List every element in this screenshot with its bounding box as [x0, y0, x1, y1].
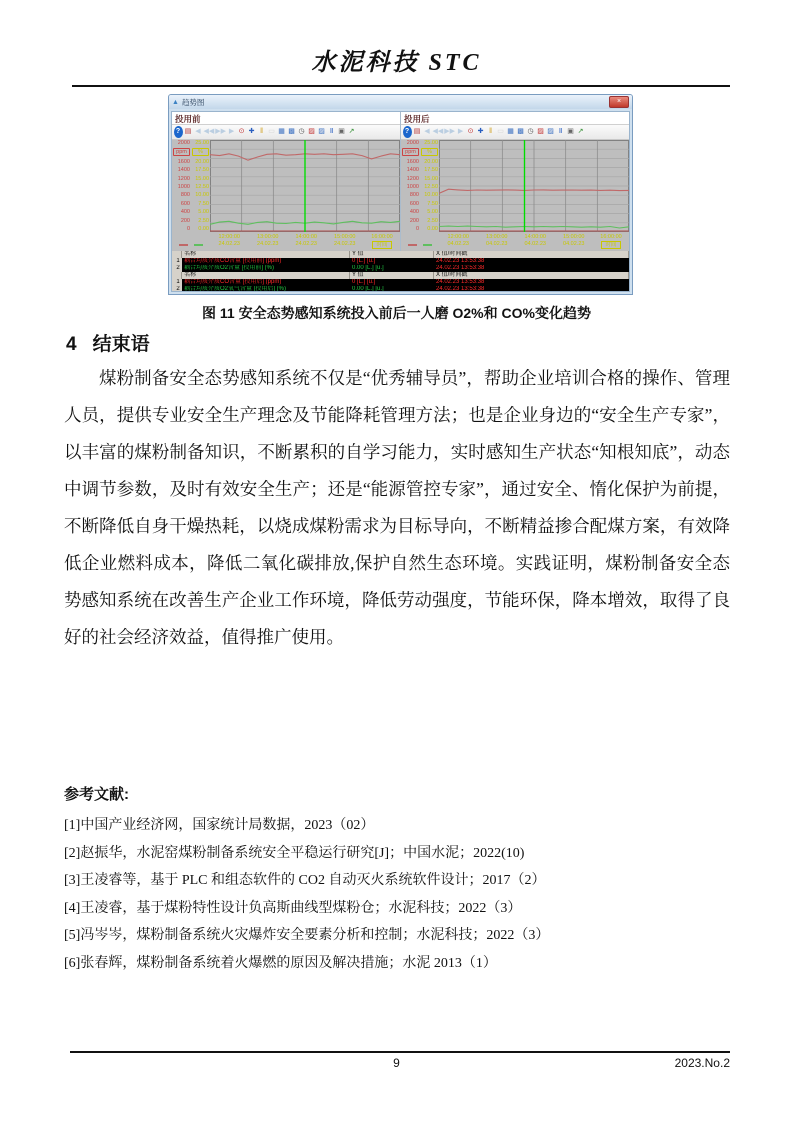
last-frame-icon[interactable]: ▶ — [228, 128, 235, 135]
select-icon[interactable]: ▭ — [497, 128, 504, 135]
y-axis-percent — [191, 140, 210, 232]
stats-red-icon[interactable]: ▨ — [537, 128, 544, 135]
percent-tick: 5.00 — [198, 209, 209, 216]
y-axes — [172, 140, 210, 232]
legend-header-row: 名称 Y 值 X 值/时间戳 — [172, 251, 629, 258]
ppm-tick: 400 — [409, 209, 419, 216]
help-icon[interactable]: ? — [174, 126, 183, 138]
pan-icon[interactable]: ✚ — [248, 128, 255, 135]
ppm-tick: 1400 — [406, 167, 419, 174]
reference-item: [6]张春辉，煤粉制备系统着火爆燃的原因及解决措施；水泥 2013（1） — [64, 955, 497, 971]
window-content — [171, 111, 630, 292]
reference-item: [4]王凌睿，基于煤粉特性设计负高斯曲线型煤粉仓；水泥科技；2022（3） — [64, 900, 522, 916]
percent-tick: 0.00 — [198, 225, 209, 232]
print-icon[interactable]: ▣ — [338, 128, 345, 135]
percent-tick: 25.00 — [195, 140, 209, 146]
journal-title: 水泥科技 STC — [311, 50, 482, 76]
time-range-button[interactable]: 时间 — [601, 241, 620, 250]
panel-title-before: 投用前 — [175, 114, 201, 124]
x-tick-label: 15:00:00 04.02.23 — [563, 234, 585, 247]
legend-row[interactable]: 2 耦合均质介质O2氧气含量 [投用后] (%) 0.00 [L.] [u.] 24.02.23 13:53:38 — [172, 286, 629, 292]
select-icon[interactable]: ▭ — [268, 128, 275, 135]
time-range-button[interactable]: 时间 — [372, 241, 391, 250]
x-axis-row — [401, 232, 629, 251]
legend-swatch-red — [179, 244, 188, 246]
ppm-tick: 200 — [180, 217, 190, 224]
ppm-tick: 1600 — [177, 158, 190, 165]
ppm-tick: 1600 — [406, 158, 419, 165]
x-tick-label: 13:00:00 24.02.23 — [257, 234, 279, 247]
percent-tick: 17.50 — [195, 167, 209, 174]
percent-tick: 12.50 — [424, 183, 438, 190]
reference-item: [1]中国产业经济网，国家统计局数据，2023（02） — [64, 818, 375, 833]
references-section — [64, 783, 730, 977]
report-icon[interactable]: ▤ — [413, 128, 421, 135]
trend-plot-svg — [210, 140, 400, 232]
y-axis-ppm — [401, 140, 420, 232]
ppm-tick: 800 — [409, 192, 419, 199]
rewind-icon[interactable]: ◀◀ — [203, 128, 215, 135]
percent-tick: 12.50 — [195, 183, 209, 190]
stats-blue-icon[interactable]: ▨ — [547, 128, 554, 135]
legend-row[interactable]: 1 耦合均质介质CO含量 [投用后] (ppm) 0 [L.] [u.] 24.02.23 13:53:38 — [172, 279, 629, 286]
ppm-tick: 0 — [186, 225, 190, 232]
x-tick-label: 14:00:00 24.02.23 — [295, 234, 317, 247]
percent-tick: 15.00 — [424, 175, 438, 182]
legend-swatch-green — [423, 244, 432, 246]
percent-tick: 15.00 — [195, 175, 209, 182]
close-button[interactable]: × — [609, 96, 629, 108]
references-title: 参考文献: — [64, 786, 129, 803]
body-paragraph: 煤粉制备安全态势感知系统不仅是“优秀辅导员”，帮助企业培训合格的操作、管理人员，提供专业安全生产理念及节能降耗管理方法；也是企业身边的“安全生产专家”，以丰富的煤粉制备知识，不断累积的自学习能力，实时感知生产状态“知根知底”，动态中调节参数，及时有效安全生产；还是“能源管控专家”，通过安全、惰化保护为前提，不断降低自身干燥热耗，以烧成煤粉需求为目标导向，不断精益掺合配煤方案，有效降低企业燃料成本，降低二氧化碳排放,保护自然生态环境。实践证明，煤粉制备安全态势感知系统在改善生产企业工作环境，降低劳动强度，节能环保，降本增效，取得了良好的社会经济效益，值得推广使用。 — [64, 368, 730, 647]
chart-area — [401, 140, 629, 232]
ppm-tick: 600 — [409, 200, 419, 207]
help-icon[interactable]: ? — [403, 126, 412, 138]
first-frame-icon[interactable]: ◀ — [195, 128, 201, 135]
grid-stats-icon[interactable]: ▩ — [517, 128, 524, 135]
report-icon[interactable]: ▤ — [184, 128, 192, 135]
ppm-tick: 800 — [180, 192, 190, 199]
reference-item: [2]赵振华，水泥窑煤粉制备系统安全平稳运行研究[J]；中国水泥；2022(10) — [64, 845, 525, 861]
percent-tick: 25.00 — [424, 140, 438, 146]
legend-swatch-green — [194, 244, 203, 246]
window-titlebar[interactable] — [169, 95, 632, 109]
ppm-tick: 2000 — [406, 140, 419, 146]
window-body — [169, 109, 632, 294]
ppm-tick: 400 — [180, 209, 190, 216]
ppm-tick: 200 — [409, 217, 419, 224]
header-rule — [72, 85, 730, 87]
ruler-icon[interactable]: ‖ — [260, 128, 264, 135]
trend-plot[interactable] — [210, 140, 400, 232]
ppm-tick: ppm — [402, 148, 419, 156]
percent-tick: 7.50 — [427, 200, 438, 207]
export-icon[interactable]: ↗ — [348, 128, 355, 135]
ppm-tick: 600 — [180, 200, 190, 207]
ppm-tick: 1000 — [177, 183, 190, 190]
percent-tick: % — [421, 148, 438, 156]
chart-area — [172, 140, 400, 232]
percent-tick: 10.00 — [195, 192, 209, 199]
percent-tick: 7.50 — [198, 200, 209, 207]
x-tick-label: 15:00:00 24.02.23 — [334, 234, 356, 247]
first-frame-icon[interactable]: ◀ — [424, 128, 430, 135]
section-number: 4 — [66, 334, 77, 355]
trend-window — [168, 94, 633, 295]
legend-swatch-red — [408, 244, 417, 246]
ppm-tick: ppm — [173, 148, 190, 156]
percent-tick: 10.00 — [424, 192, 438, 199]
page-number: 9 — [393, 1056, 400, 1070]
x-tick-label: 13:00:00 04.02.23 — [486, 234, 508, 247]
ppm-tick: 1000 — [406, 183, 419, 190]
zoom-icon[interactable]: ⊙ — [238, 128, 245, 135]
ppm-tick: 0 — [415, 225, 419, 232]
percent-tick: 17.50 — [424, 167, 438, 174]
ppm-tick: 1400 — [177, 167, 190, 174]
panel-title-after: 投用后 — [404, 114, 430, 124]
zoom-icon[interactable]: ⊙ — [467, 128, 474, 135]
window-icon: ▲ — [172, 98, 179, 106]
legend-row[interactable]: 2 耦合均质介质O2含量 [投用前] (%) 0.00 [L.] [u.] 24.02.23 13:53:38 — [172, 265, 629, 272]
ruler-icon[interactable]: ‖ — [489, 128, 493, 135]
grid-icon[interactable]: ▦ — [278, 128, 285, 135]
forward-icon[interactable]: ▶▶ — [215, 128, 227, 135]
legend-header-row: 名称 Y 值 X 值/时间戳 — [172, 272, 629, 279]
stats-red-icon[interactable]: ▨ — [308, 128, 315, 135]
pause-icon[interactable]: Ⅱ — [558, 128, 563, 135]
trend-panel-before — [172, 112, 401, 251]
x-tick-label: 14:00:00 04.02.23 — [524, 234, 546, 247]
ppm-tick: 2000 — [177, 140, 190, 146]
trend-toolbar — [172, 124, 400, 140]
ppm-tick: 1200 — [406, 175, 419, 182]
x-end-label: 16:00:00 时间 — [600, 234, 622, 248]
percent-tick: 5.00 — [427, 209, 438, 216]
percent-tick: 20.00 — [424, 158, 438, 165]
footer-rule — [70, 1051, 730, 1053]
percent-tick: 2.50 — [427, 217, 438, 224]
ppm-tick: 1200 — [177, 175, 190, 182]
section-heading — [66, 329, 150, 356]
y-axis-percent — [420, 140, 439, 232]
forward-icon[interactable]: ▶▶ — [444, 128, 456, 135]
section-title: 结束语 — [92, 334, 150, 355]
pause-icon[interactable]: Ⅱ — [329, 128, 334, 135]
window-title: 趋势图 — [181, 97, 205, 107]
reference-item: [3]王凌睿等，基于 PLC 和组态软件的 CO2 自动灭火系统软件设计；2017（2） — [64, 873, 546, 888]
reference-item: [5]冯岑岑，煤粉制备系统火灾爆炸安全要素分析和控制；水泥科技；2022（3） — [64, 928, 550, 943]
stats-blue-icon[interactable]: ▨ — [318, 128, 325, 135]
clock-icon[interactable]: ◷ — [298, 128, 305, 135]
percent-tick: % — [192, 148, 209, 156]
print-icon[interactable]: ▣ — [567, 128, 574, 135]
percent-tick: 0.00 — [427, 225, 438, 232]
percent-tick: 2.50 — [198, 217, 209, 224]
trend-plot[interactable] — [439, 140, 629, 232]
trend-panel-after — [401, 112, 629, 251]
export-icon[interactable]: ↗ — [577, 128, 584, 135]
y-axis-ppm — [172, 140, 191, 232]
issue-label: 2023.No.2 — [674, 1056, 730, 1070]
rewind-icon[interactable]: ◀◀ — [432, 128, 444, 135]
trend-plot-svg — [439, 140, 629, 232]
x-end-label: 16:00:00 时间 — [371, 234, 393, 248]
grid-stats-icon[interactable]: ▩ — [288, 128, 295, 135]
trend-toolbar — [401, 124, 629, 140]
figure-caption: 图 11 安全态势感知系统投入前后一人磨 O2%和 CO%变化趋势 — [202, 305, 591, 321]
legend-row[interactable]: 1 耦合均质介质CO含量 [投用前] (ppm) 0 [L.] [u.] 24.02.23 13:53:38 — [172, 258, 629, 265]
x-tick-label: 12:00:00 04.02.23 — [447, 234, 469, 247]
x-tick-label: 12:00:00 24.02.23 — [218, 234, 240, 247]
trend-panels — [172, 112, 629, 251]
percent-tick: 20.00 — [195, 158, 209, 165]
legend-tables — [172, 251, 629, 292]
last-frame-icon[interactable]: ▶ — [457, 128, 464, 135]
clock-icon[interactable]: ◷ — [527, 128, 534, 135]
y-axes — [401, 140, 439, 232]
pan-icon[interactable]: ✚ — [477, 128, 484, 135]
grid-icon[interactable]: ▦ — [507, 128, 514, 135]
x-axis-row — [172, 232, 400, 251]
